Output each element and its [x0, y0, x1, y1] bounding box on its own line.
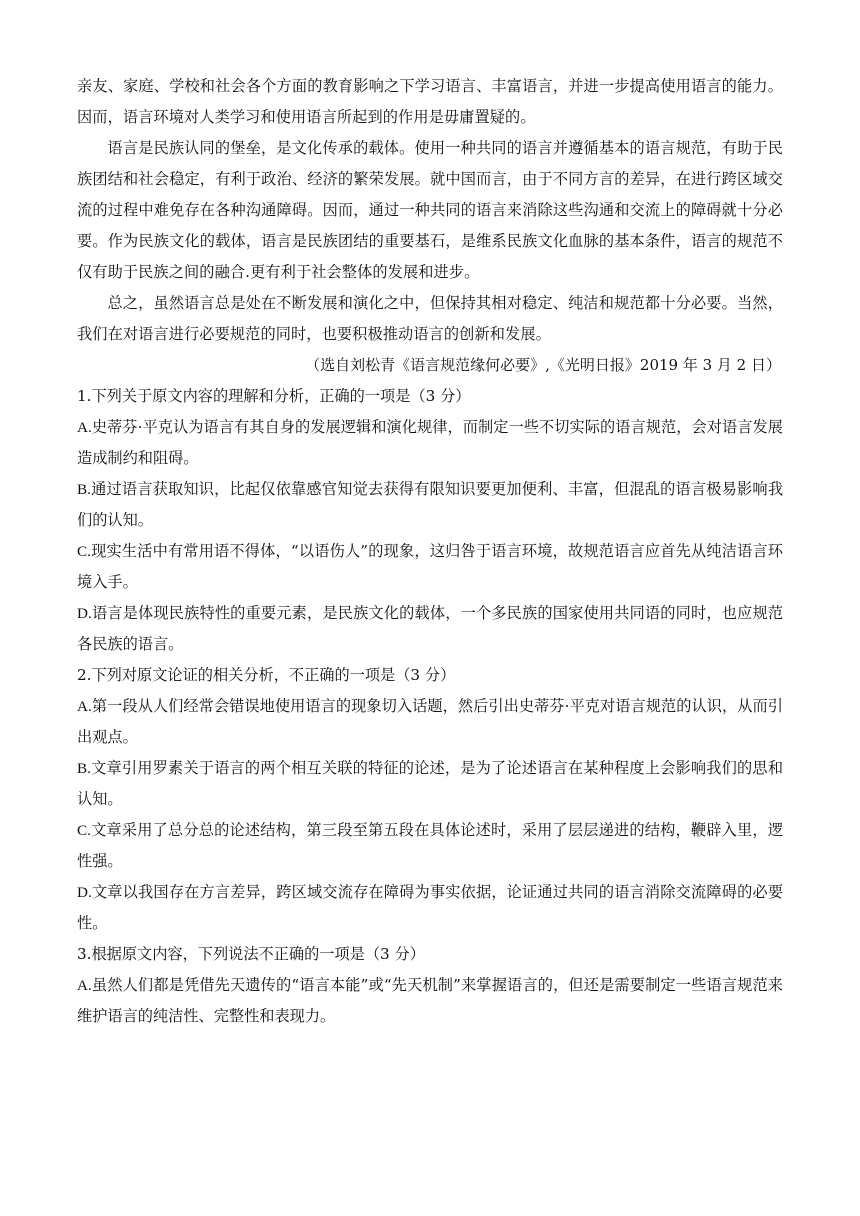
option-d [77, 598, 783, 660]
question-2 [77, 660, 783, 939]
option-d [77, 877, 783, 939]
option-text: 现实生活中有常用语不得体，“以语伤人”的现象，这归咎于语言环境，故规范语言应首先从纯洁语言环境入手。 [77, 542, 783, 591]
option-letter: D. [77, 884, 92, 901]
passage-paragraph: 语言是民族认同的堡垒，是文化传承的载体。使用一种共同的语言并遵循基本的语言规范，有助于民族团结和社会稳定，有利于政治、经济的繁荣发展。就中国而言，由于不同方言的差异，在进行跨区域交流的过程中难免存在各种沟通障碍。因而，通过一种共同的语言来消除这些沟通和交流上的障碍就十分必要。作为民族文化的载体，语言是民族团结的重要基石，是维系民族文化血脉的基本条件，语言的规范不仅有助于民族之间的融合.更有利于社会整体的发展和进步。 [77, 139, 783, 281]
question-3 [77, 939, 783, 1032]
question-stem: 2.下列对原文论证的相关分析，不正确的一项是（3 分） [77, 666, 456, 684]
option-text: 文章引用罗素关于语言的两个相互关联的特征的论述，是为了论述语言在某种程度上会影响我们的思和认知。 [77, 759, 783, 808]
question-1 [77, 381, 783, 660]
passage-source: （选自刘松青《语言规范缘何必要》,《光明日报》2019 年 3 月 2 日） [305, 356, 781, 374]
option-text: 虽然人们都是凭借先天遗传的“语言本能”或“先天机制”来掌握语言的，但还是需要制定一些语言规范来维护语言的纯洁性、完整性和表现力。 [77, 976, 783, 1025]
option-text: 文章采用了总分总的论述结构，第三段至第五段在具体论述时，采用了层层递进的结构，鞭辟入里，逻性强。 [77, 821, 783, 870]
option-c [77, 815, 783, 877]
question-stem: 1.下列关于原文内容的理解和分析，正确的一项是（3 分） [77, 387, 471, 405]
option-a [77, 412, 783, 474]
document-page [77, 71, 783, 1032]
passage-paragraph-conclusion: 总之，虽然语言总是处在不断发展和演化之中，但保持其相对稳定、纯洁和规范都十分必要。当然，我们在对语言进行必要规范的同时，也要积极推动语言的创新和发展。 [77, 294, 783, 343]
option-text: 第一段从人们经常会错误地使用语言的现象切入话题，然后引出史蒂芬·平克对语言规范的认识，从而引出观点。 [77, 697, 783, 746]
option-letter: A. [77, 698, 92, 715]
option-a [77, 691, 783, 753]
option-letter: B. [77, 760, 91, 777]
option-letter: C. [77, 822, 91, 839]
option-letter: C. [77, 543, 91, 560]
option-text: 通过语言获取知识，比起仅依靠感官知觉去获得有限知识要更加便利、丰富，但混乱的语言极易影响我们的认知。 [77, 480, 783, 529]
option-letter: D. [77, 605, 92, 622]
option-letter: A. [77, 977, 92, 994]
option-text: 语言是体现民族特性的重要元素，是民族文化的载体，一个多民族的国家使用共同语的同时，也应规范各民族的语言。 [77, 604, 783, 653]
option-letter: B. [77, 481, 91, 498]
option-text: 史蒂芬·平克认为语言有其自身的发展逻辑和演化规律，而制定一些不切实际的语言规范，会对语言发展造成制约和阻碍。 [77, 418, 783, 467]
option-c [77, 536, 783, 598]
option-a [77, 970, 783, 1032]
question-stem: 3.根据原文内容，下列说法不正确的一项是（3 分） [77, 945, 425, 963]
option-b [77, 474, 783, 536]
passage-paragraph-continued: 亲友、家庭、学校和社会各个方面的教育影响之下学习语言、丰富语言，并进一步提高使用语言的能力。因而，语言环境对人类学习和使用语言所起到的作用是毋庸置疑的。 [77, 77, 783, 126]
option-letter: A. [77, 419, 92, 436]
option-b [77, 753, 783, 815]
option-text: 文章以我国存在方言差异，跨区域交流存在障碍为事实依据，论证通过共同的语言消除交流障碍的必要性。 [77, 883, 783, 932]
